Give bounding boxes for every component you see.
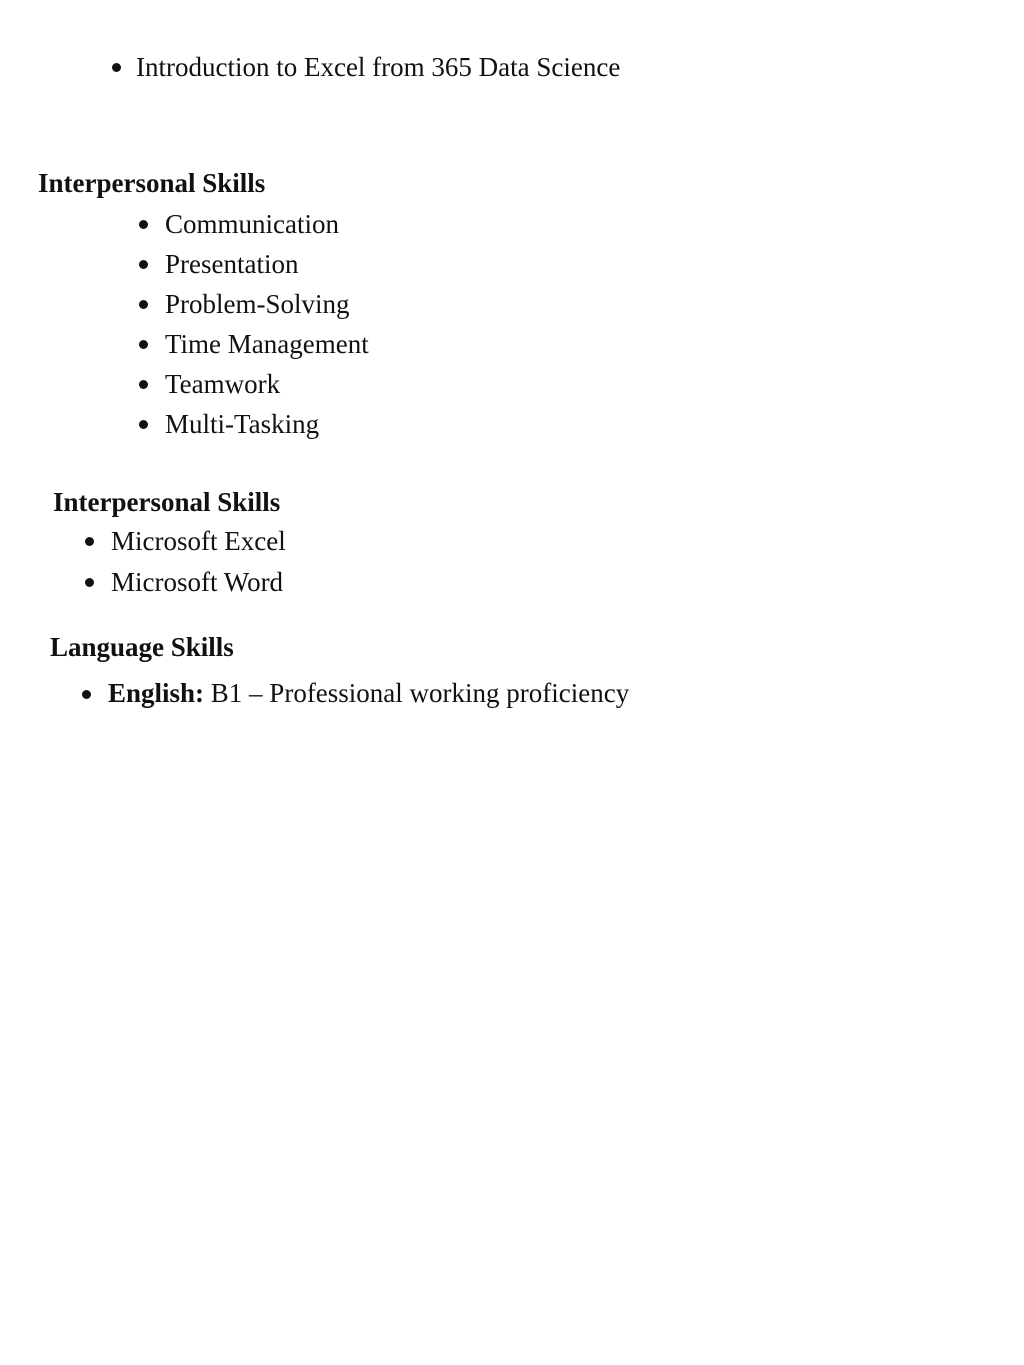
bullet-icon [139,220,148,229]
section-heading: Language Skills [50,632,234,662]
bullet-icon [139,420,148,429]
language-level: B1 – Professional working proficiency [210,678,630,708]
bullet-icon [139,380,148,389]
bullet-icon [85,537,94,546]
list-item: Multi-Tasking [165,409,320,439]
section-heading: Interpersonal Skills [38,168,266,198]
list-item: Microsoft Word [111,567,284,597]
bullet-icon [82,690,91,699]
section-heading: Interpersonal Skills [53,487,281,517]
list-item: Time Management [165,329,369,359]
language-name: English: [108,678,205,708]
list-item: Microsoft Excel [111,526,286,556]
list-item: Problem-Solving [165,289,350,319]
list-item: Introduction to Excel from 365 Data Science [136,52,621,82]
bullet-icon [139,340,148,349]
bullet-icon [139,260,148,269]
bullet-icon [139,300,148,309]
list-item: Communication [165,209,339,239]
list-item: Teamwork [165,369,281,399]
bullet-icon [85,578,94,587]
list-item [108,677,629,709]
bullet-icon [112,63,121,72]
list-item: Presentation [165,249,299,279]
